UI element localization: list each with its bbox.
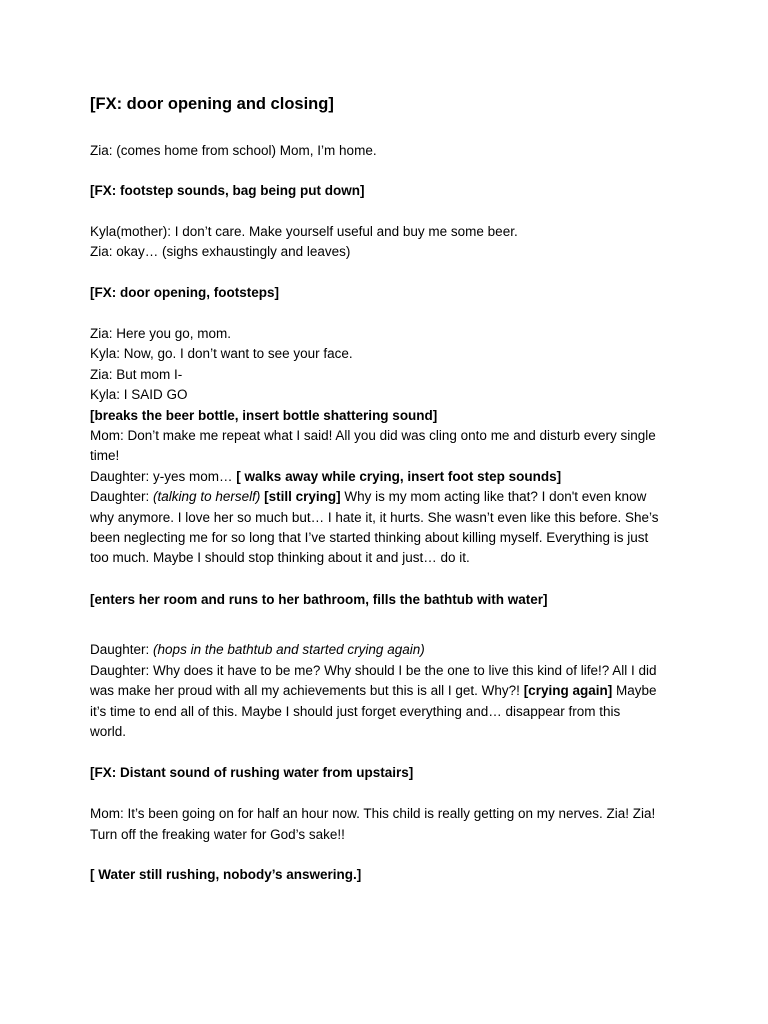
dialogue-line: Mom: It’s been going on for half an hour now. This child is really getting on my nerves. Zia! Zia! (90, 806, 656, 821)
speaker-label: Daughter: (90, 642, 154, 657)
dialogue-line (90, 681, 656, 701)
dialogue-line (90, 487, 646, 507)
dialogue-text: Daughter: y-yes mom… (90, 469, 237, 484)
dialogue-line: too much. Maybe I should stop thinking about it and just… do it. (90, 550, 470, 565)
dialogue-text: Why is my mom acting like that? I don't even know (340, 489, 647, 504)
dialogue-line: time! (90, 448, 120, 463)
dialogue-line: why anymore. I love her so much but… I hate it, it hurts. She wasn’t even like this before. She’s (90, 510, 659, 525)
dialogue-line: Daughter: Why does it have to be me? Why should I be the one to live this kind of life!? All I did (90, 663, 657, 678)
dialogue-line: Zia: Here you go, mom. (90, 326, 232, 341)
dialogue-line: been neglecting me for so long that I’ve started thinking about killing myself. Everything is just (90, 530, 649, 545)
stage-direction: [crying again] (523, 683, 613, 698)
dialogue-line (90, 640, 425, 660)
stage-direction: [still crying] (264, 489, 341, 504)
parenthetical: (talking to herself) (153, 489, 261, 504)
dialogue-line (90, 467, 561, 487)
dialogue-line: Zia: (comes home from school) Mom, I’m home. (90, 143, 377, 158)
fx-direction: [FX: footstep sounds, bag being put down] (90, 183, 365, 198)
fx-direction: [FX: door opening, footsteps] (90, 285, 279, 300)
stage-direction: [ walks away while crying, insert foot step sounds] (236, 469, 562, 484)
parenthetical: (hops in the bathtub and started crying again) (153, 642, 425, 657)
stage-direction: [breaks the beer bottle, insert bottle shattering sound] (90, 408, 438, 423)
speaker-label: Daughter: (90, 489, 154, 504)
dialogue-line: Mom: Don’t make me repeat what I said! All you did was cling onto me and disturb every single (90, 428, 656, 443)
dialogue-line: Kyla: I SAID GO (90, 387, 188, 402)
dialogue-line: world. (90, 724, 127, 739)
stage-direction: [enters her room and runs to her bathroom, fills the bathtub with water] (90, 592, 548, 607)
dialogue-line: Zia: okay… (sighs exhaustingly and leaves) (90, 244, 351, 259)
dialogue-line: Kyla(mother): I don’t care. Make yourself useful and buy me some beer. (90, 224, 518, 239)
dialogue-text: Maybe (612, 683, 657, 698)
scene-heading: [FX: door opening and closing] (90, 95, 334, 113)
fx-direction: [FX: Distant sound of rushing water from upstairs] (90, 765, 414, 780)
dialogue-text: was make her proud with all my achievements but this is all I get. Why?! (90, 683, 524, 698)
dialogue-line: Zia: But mom I- (90, 367, 183, 382)
dialogue-line: it’s time to end all of this. Maybe I should just forget everything and… disappear from this (90, 704, 621, 719)
dialogue-line: Kyla: Now, go. I don’t want to see your face. (90, 346, 353, 361)
dialogue-line: Turn off the freaking water for God’s sake!! (90, 827, 345, 842)
stage-direction: [ Water still rushing, nobody’s answering.] (90, 867, 362, 882)
